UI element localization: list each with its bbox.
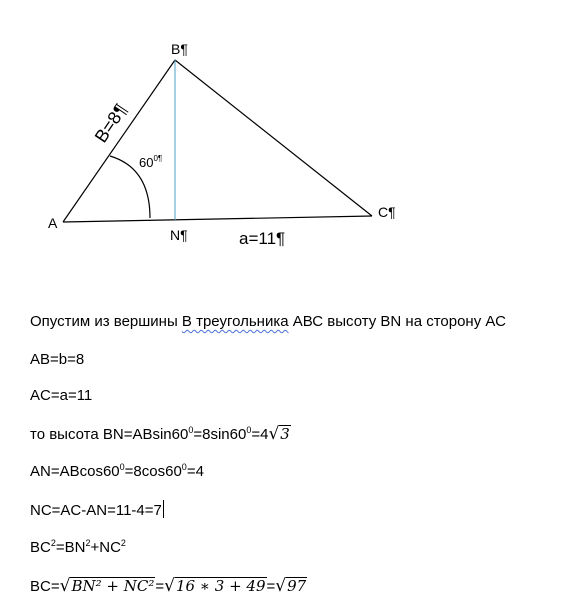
side-ab <box>63 60 175 222</box>
line-8: BC=√BN² + NC²=√16 ∗ 3 + 49=√97 <box>30 576 307 596</box>
line-7: $BC^2=BN^2+NC^2$ <box>30 538 126 556</box>
line-6[interactable]: NC=AC-AN=11-4=7 <box>30 502 162 519</box>
label-c: C¶ <box>378 204 396 220</box>
angle-label: $60^{0\P}$ <box>139 154 163 170</box>
label-b: B¶ <box>171 41 188 57</box>
side-ab-label: B=8¶ <box>90 100 131 147</box>
line-1: Опустим из вершины В треугольника АВС высоту ВN на сторону АС <box>30 313 506 330</box>
sqrt-icon: √ <box>275 576 287 596</box>
label-n: N¶ <box>170 227 188 243</box>
line-2: AB=b=8 <box>30 351 85 368</box>
label-a: A <box>48 215 58 231</box>
sqrt-icon: √ <box>268 424 280 444</box>
line-4: то высота $BN=ABsin60^0=8\sin 60^0=4√3$ <box>30 424 290 444</box>
spellcheck-underlined: В треугольника <box>181 313 289 330</box>
sqrt-icon: √ <box>164 576 175 596</box>
side-ac <box>63 216 372 222</box>
triangle-figure <box>0 0 585 280</box>
line-3: AC=a=11 <box>30 387 93 404</box>
text-cursor <box>163 500 164 518</box>
sqrt-icon: √ <box>59 576 71 596</box>
line-5: $AN=ABcos60^0=8\cos 60^0=4$ <box>30 462 204 480</box>
side-ac-label: a=11¶ <box>239 229 286 248</box>
side-bc <box>175 60 372 216</box>
